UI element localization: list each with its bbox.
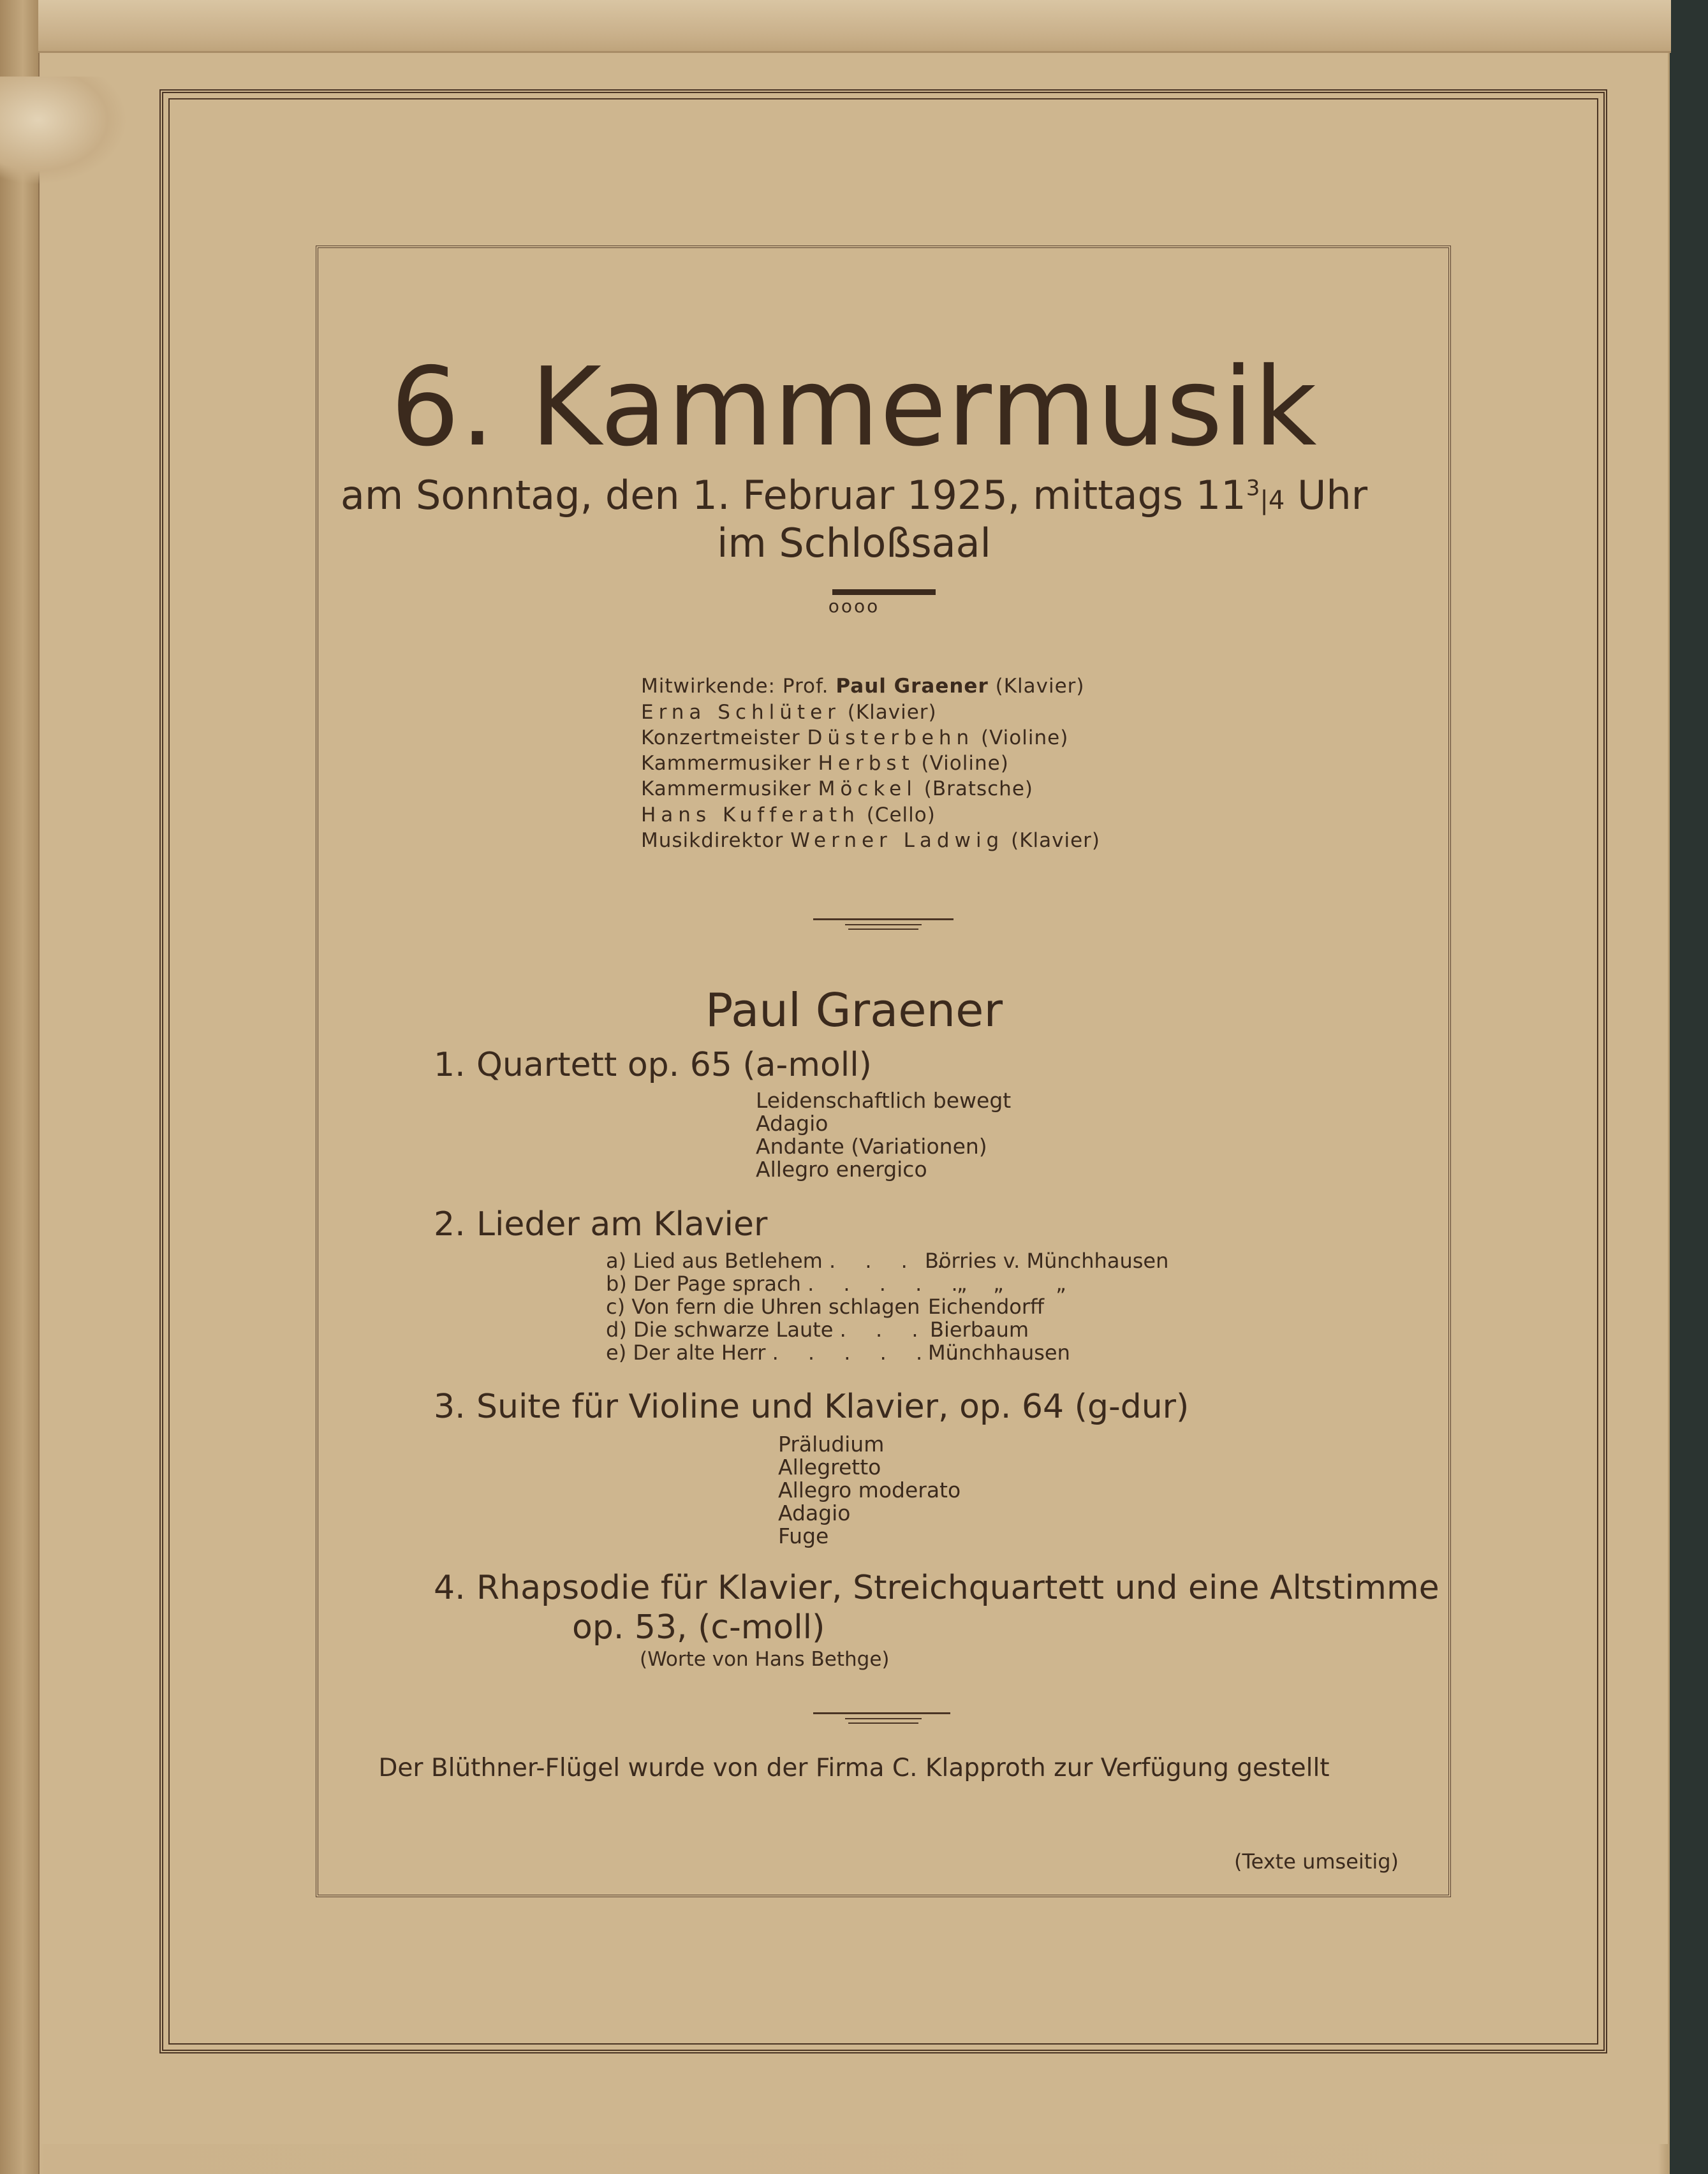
- performer-instrument: (Violine): [914, 752, 1009, 775]
- song-poet: Bierbaum: [930, 1318, 1029, 1342]
- performer-line: [641, 752, 1009, 775]
- performer-role: Mitwirkende: Prof.: [641, 675, 836, 698]
- song-title: [606, 1318, 929, 1342]
- performer-instrument: (Klavier): [840, 701, 937, 724]
- divider-rule: [845, 1718, 922, 1719]
- page-edge-left: [0, 0, 40, 2174]
- movement: Leidenschaftlich bewegt: [756, 1088, 1012, 1113]
- movement: Andante (Variationen): [756, 1134, 987, 1159]
- divider-rule: [813, 918, 953, 920]
- song-dots: . . .: [839, 1318, 930, 1342]
- performer-line: [641, 829, 1100, 852]
- performer-name: Werner Ladwig: [790, 829, 1005, 852]
- work-number: 2.: [434, 1205, 466, 1244]
- performer-instrument: (Bratsche): [917, 777, 1033, 800]
- date-text: am Sonntag, den 1. Februar 1925, mittags 11: [340, 472, 1246, 518]
- movement: Präludium: [778, 1432, 885, 1457]
- song-label: e) Der alte Herr: [606, 1340, 766, 1365]
- movement: Adagio: [778, 1501, 851, 1525]
- song-title: [606, 1272, 969, 1296]
- divider-rule: [848, 929, 918, 930]
- movement: Allegro energico: [756, 1157, 927, 1182]
- performer-line: [641, 726, 1068, 749]
- song-label: c) Von fern die Uhren schlagen: [606, 1295, 920, 1319]
- song-label: a) Lied aus Betlehem: [606, 1249, 823, 1273]
- texts-overleaf-note: (Texte umseitig): [1234, 1849, 1399, 1874]
- performer-role: Musikdirektor: [641, 829, 791, 852]
- song-title: [606, 1249, 955, 1273]
- movement: Adagio: [756, 1111, 828, 1136]
- performer-line: [641, 804, 936, 826]
- work-note: (Worte von Hans Bethge): [640, 1648, 890, 1671]
- movement: Allegretto: [778, 1455, 881, 1480]
- performer-role: Kammermusiker: [641, 777, 818, 800]
- song-label: d) Die schwarze Laute: [606, 1318, 834, 1342]
- time-unit: Uhr: [1285, 472, 1368, 518]
- song-poet: Münchhausen: [928, 1340, 1070, 1365]
- song-dots: . . . . .: [807, 1272, 969, 1296]
- time-superscript: 3: [1246, 475, 1260, 501]
- work-title: Rhapsodie für Klavier, Streichquartett und eine Altstimme: [476, 1569, 1439, 1607]
- song-dots: . . . .: [828, 1249, 955, 1273]
- song-title: [606, 1295, 920, 1319]
- song-poet: Eichendorff: [928, 1295, 1045, 1319]
- performer-instrument: (Violine): [974, 726, 1069, 749]
- work-title: Suite für Violine und Klavier, op. 64 (g-dur): [476, 1388, 1189, 1426]
- performer-name: Hans Kufferath: [641, 804, 860, 826]
- performer-role: Konzertmeister: [641, 726, 807, 749]
- performer-name: Düsterbehn: [807, 726, 975, 749]
- performer-role: Kammermusiker: [641, 752, 818, 775]
- date-line: [0, 472, 1708, 518]
- divider-rule: [848, 1722, 918, 1724]
- song-dots: . . . . . .: [772, 1340, 970, 1365]
- page-edge-top: [38, 0, 1671, 53]
- movement: Fuge: [778, 1524, 829, 1548]
- song-label: b) Der Page sprach: [606, 1272, 801, 1296]
- work-number: 1.: [434, 1046, 466, 1084]
- time-fraction: |4: [1260, 486, 1285, 515]
- performer-name: Herbst: [818, 752, 915, 775]
- song-poet: Börries v. Münchhausen: [925, 1249, 1169, 1273]
- torn-corner: [0, 77, 128, 185]
- performer-name: Möckel: [818, 777, 917, 800]
- venue: im Schloßsaal: [717, 520, 991, 566]
- performer-instrument: (Cello): [859, 804, 936, 826]
- performer-line: [641, 777, 1033, 800]
- performer-line: [641, 701, 937, 724]
- performer-name: Erna Schlüter: [641, 701, 841, 724]
- work-title-line2: op. 53, (c-moll): [572, 1608, 825, 1647]
- divider-rule: [813, 1712, 950, 1714]
- divider-rule: [845, 924, 922, 925]
- footer-credit: Der Blüthner-Flügel wurde von der Firma C. Klapproth zur Verfügung gestellt: [378, 1754, 1330, 1782]
- work-number: 3.: [434, 1388, 466, 1426]
- performer-instrument: (Klavier): [988, 675, 1085, 698]
- performer-instrument: (Klavier): [1004, 829, 1101, 852]
- work-title: Quartett op. 65 (a-moll): [476, 1046, 872, 1084]
- composer-heading: Paul Graener: [705, 983, 1003, 1037]
- ornament-circles: oooo: [828, 596, 880, 617]
- performer-line: [641, 675, 1085, 698]
- work-title: Lieder am Klavier: [476, 1205, 768, 1244]
- work-number: 4.: [434, 1569, 466, 1607]
- movement: Allegro moderato: [778, 1478, 961, 1502]
- concert-title: 6. Kammermusik: [390, 344, 1318, 471]
- ornament-bar: [832, 589, 936, 595]
- song-title: [606, 1340, 969, 1365]
- song-poet: „ „ „: [957, 1272, 1066, 1296]
- performer-name: Paul Graener: [836, 675, 989, 698]
